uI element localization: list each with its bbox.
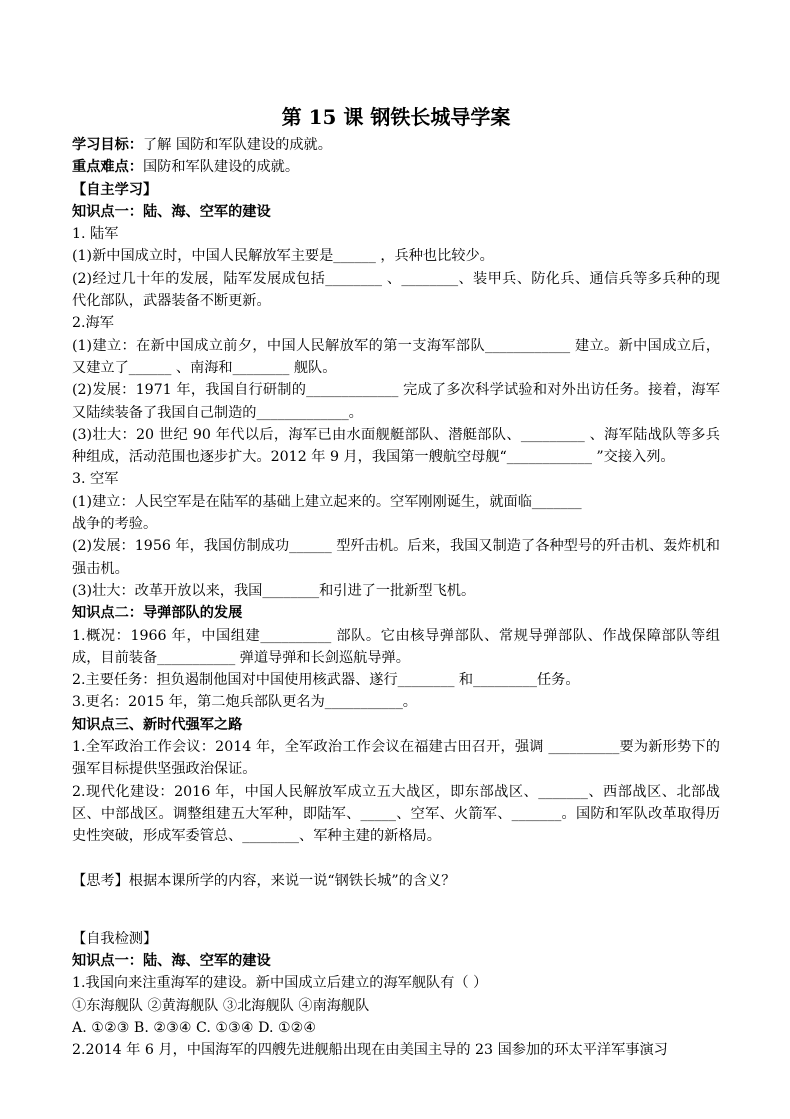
- airforce-item-3: (3)壮大：改革开放以来，我国________和引进了一批新型飞机。: [72, 582, 476, 599]
- navy-item-2: (2)发展：1971 年，我国自行研制的_____________ 完成了多次科学试验和对外出访任务。接着，海军又陆续装备了我国自己制造的_____________。: [72, 382, 720, 421]
- self-check-knowledge-point-1-heading: 知识点一：陆、海、空军的建设: [72, 953, 271, 970]
- airforce-title: 3. 空军: [72, 471, 119, 488]
- key-difficulty-label: 重点难点：: [72, 159, 143, 176]
- learning-goal: [72, 134, 720, 156]
- think-text: 根据本课所学的内容，来说一说“钢铁长城”的含义？: [128, 872, 456, 889]
- question-1: 1.我国向来注重海军的建设。新中国成立后建立的海军舰队有（ ）: [72, 975, 488, 992]
- spacer: [72, 848, 720, 870]
- page-title: 第 15 课 钢铁长城导学案: [281, 105, 511, 129]
- document-page: [72, 102, 720, 1062]
- army-title: 1. 陆军: [72, 226, 119, 243]
- think-question: [72, 870, 720, 892]
- navy-title: 2.海军: [72, 315, 114, 332]
- learning-goal-text: 了解 国防和军队建设的成就。: [142, 137, 332, 153]
- missile-item-2: 2.主要任务：担负遏制他国对中国使用核武器、遂行________ 和_________任务。: [72, 672, 580, 689]
- knowledge-point-3-heading: 知识点三、新时代强军之路: [72, 716, 243, 733]
- question-1-options: A. ①②③ B. ②③④ C. ①③④ D. ①②④: [72, 1019, 317, 1036]
- missile-item-3: 3.更名：2015 年，第二炮兵部队更名为___________。: [72, 694, 417, 711]
- navy-item-3: (3)壮大：20 世纪 90 年代以后，海军已由水面舰艇部队、潜艇部队、_________ 、海军陆战队等多兵种组成，活动范围也逐步扩大。2012 年 9 月，我国第一艘航空母舰“____________ ”交接入列。: [72, 426, 720, 466]
- spacer: [72, 914, 720, 928]
- airforce-item-1-line-2: 战争的考验。: [72, 516, 158, 533]
- airforce-item-2: (2)发展：1956 年，我国仿制成功______ 型歼击机。后来，我国又制造了各种型号的歼击机、轰炸机和强击机。: [72, 538, 720, 577]
- learning-goal-label: 学习目标：: [72, 137, 143, 153]
- spacer: [72, 892, 720, 914]
- navy-item-1: (1)建立：在新中国成立前夕，中国人民解放军的第一支海军部队____________ 建立。新中国成立后，又建立了______ 、南海和________ 舰队。: [72, 337, 720, 376]
- airforce-item-1-line-1: (1)建立：人民空军是在陆军的基础上建立起来的。空军刚刚诞生，就面临_______: [72, 493, 582, 510]
- question-1-items: ①东海舰队 ②黄海舰队 ③北海舰队 ④南海舰队: [72, 997, 370, 1014]
- army-item-1: (1)新中国成立时，中国人民解放军主要是______ ，兵种也比较少。: [72, 248, 494, 265]
- knowledge-point-1-heading: 知识点一：陆、海、空军的建设: [72, 203, 271, 220]
- knowledge-point-2-heading: 知识点二：导弹部队的发展: [72, 605, 243, 622]
- think-label: 【思考】: [72, 872, 129, 889]
- key-difficulty: [72, 156, 720, 178]
- self-study-heading: 【自主学习】: [72, 181, 158, 198]
- missile-item-1: 1.概况：1966 年，中国组建__________ 部队。它由核导弹部队、常规导弹部队、作战保障部队等组成，目前装备___________ 弹道导弹和长剑巡航导弹。: [72, 627, 720, 666]
- army-item-2: (2)经过几十年的发展，陆军发展成包括________ 、________、装甲兵、防化兵、通信兵等多兵种的现代化部队，武器装备不断更新。: [72, 270, 720, 310]
- key-difficulty-text: 国防和军队建设的成就。: [142, 159, 300, 176]
- new-era-item-2: 2.现代化建设：2016 年，中国人民解放军成立五大战区，即东部战区、_______、西部战区、北部战区、中部战区。调整组建五大军种，即陆军、_____、空军、火箭军、_______。国防和军队改革取得历史性突破，形成军委管总、________、军种主建的新格局。: [72, 783, 720, 845]
- question-2: 2.2014 年 6 月，中国海军的四艘先进舰船出现在由美国主导的 23 国参加的环太平洋军事演习: [72, 1042, 668, 1059]
- self-check-heading: 【自我检测】: [72, 930, 158, 947]
- new-era-item-1: 1.全军政治工作会议：2014 年，全军政治工作会议在福建古田召开，强调 __________要为新形势下的强军目标提供坚强政治保证。: [72, 739, 720, 778]
